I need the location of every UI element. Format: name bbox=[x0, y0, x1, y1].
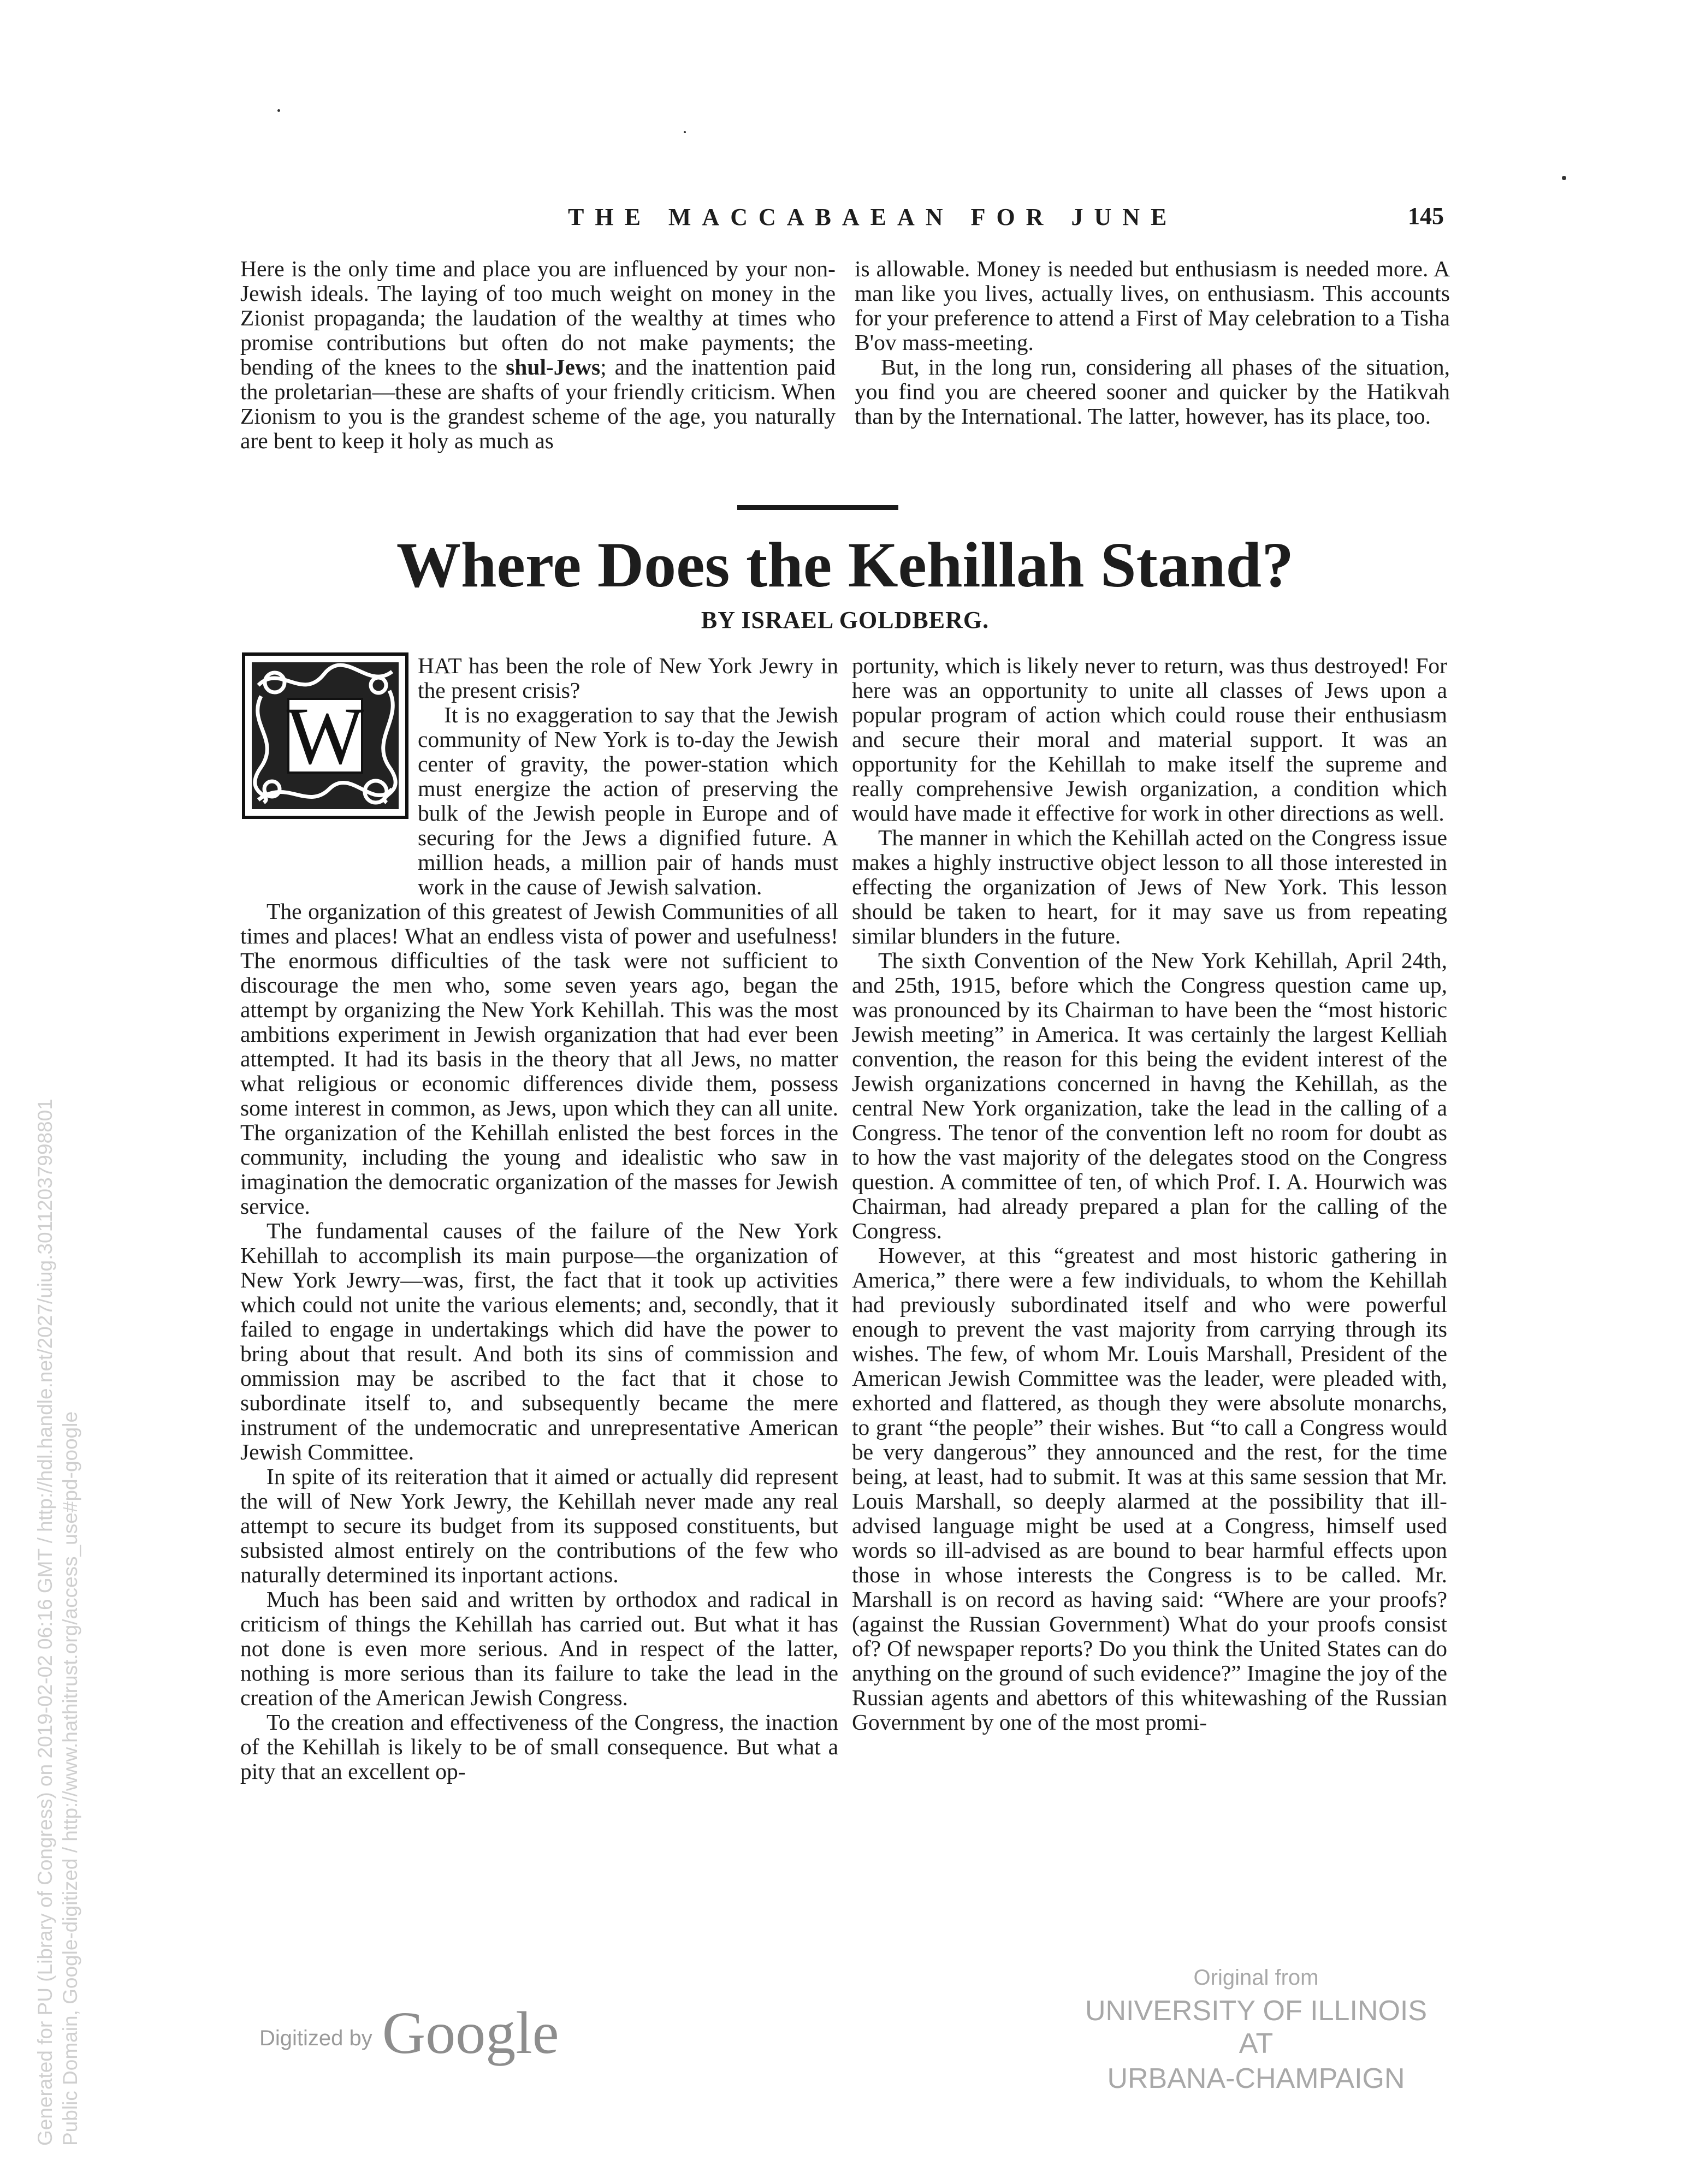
previous-article-paragraph: But, in the long run, considering all phases of the situation, you find you are cheered sooner and quicker by the Hatikvah than by the International. The latter, however, has its place, too. bbox=[855, 354, 1450, 429]
article-left-column bbox=[240, 654, 838, 1784]
section-divider-rule bbox=[737, 505, 898, 510]
page-number: 145 bbox=[1408, 203, 1444, 229]
article-paragraph: portunity, which is likely never to return, was thus destroyed! For here was an opportunity to unite all classes of Jews upon a popular program of action which could rouse their enthusiasm and secure their moral and material support. It was an opportunity for the Kehillah to make itself the supreme and really comprehensive Jewish organization, a condition which would have made it effective for work in other directions as well. bbox=[852, 653, 1447, 826]
article-paragraph: The organization of this greatest of Jewish Communities of all times and places! What an endless vista of power and usefulness! The enormous difficulties of the task were not sufficient to discourage the men who, some seven years ago, began the attempt by organizing the New York Kehillah. This was the most ambitions experiment in Jewish organization that had ever been attempted. It had its basis in the theory that all Jews, no matter what religious or economic differences divide them, possess some interest in common, as Jews, upon which they can all unite. The organization of the Kehillah enlisted the best forces in the community, including the young and idealistic who saw in imagination the democratic organization of the masses for Jewish service. bbox=[240, 899, 838, 1219]
running-head: THE MACCABAEAN FOR JUNE bbox=[568, 204, 1178, 230]
article-paragraph: Much has been said and written by orthodox and radical in criticism of things the Kehillah has carried out. But what it has not done is even more serious. And in respect of the latter, nothing is more serious than its failure to take the lead in the creation of the American Jewish Congress. bbox=[240, 1587, 838, 1710]
original-from-label: Original from bbox=[1193, 1966, 1319, 1990]
institution-name-line2: URBANA-CHAMPAIGN bbox=[1107, 2063, 1405, 2094]
article-title: Where Does the Kehillah Stand? bbox=[396, 529, 1294, 601]
previous-article-paragraph: is allowable. Money is needed but enthusiasm is needed more. A man like you lives, actually lives, on enthusiasm. This accounts for your preference to attend a First of May celebration to a Tisha B'ov mass-meeting. bbox=[855, 256, 1450, 355]
previous-article-right-column bbox=[855, 257, 1450, 429]
article-paragraph: However, at this “greatest and most historic gathering in America,” there were a few individuals, to whom the Kehillah had previously subordinated itself and who were powerful enough to prevent the vast majority from carrying through its wishes. The few, of whom Mr. Louis Marshall, President of the American Jewish Committee was the leader, were pleaded with, exhorted and flattered, as though they were absolute monarchs, to grant “the people” their wishes. But “to call a Congress would be very dangerous” they announced and the rest, for the time being, at least, had to submit. It was at this same session that Mr. Louis Marshall, so deeply alarmed at the possibility that ill-advised language might be used at a Congress, himself used words so ill-advised as are bound to bear harmful effects upon those in whose interests the Congress is to be called. Mr. Marshall is on record as having said: “Where are your proofs? (against the Russian Government) What do your proofs consist of? Of newspaper reports? Do you think the United States can do anything on the ground of such evidence?” Imagine the joy of the Russian agents and abettors of this whitewashing of the Russian Government by one of the most promi- bbox=[852, 1243, 1447, 1735]
scan-speck bbox=[684, 131, 686, 133]
watermark-line: Public Domain, Google-digitized / http://www.hathitrust.org/access_use#pd-google bbox=[59, 1411, 81, 2146]
institution-name-line1: UNIVERSITY OF ILLINOIS AT bbox=[1085, 1995, 1428, 2060]
scan-speck bbox=[1562, 176, 1566, 180]
article-paragraph: HAT has been the role of New York Jewry in the present crisis? bbox=[418, 653, 838, 703]
article-paragraph: To the creation and effectiveness of the Congress, the inaction of the Kehillah is likely to be of small consequence. But what a pity that an excellent op- bbox=[240, 1710, 838, 1784]
google-logo: Google bbox=[382, 1999, 559, 2066]
article-paragraph: It is no exaggeration to say that the Jewish community of New York is to-day the Jewish center of gravity, the power-station which must energize the action of preserving the bulk of the Jewish people in Europe and of securing for the Jews a dignified future. A million heads, a million pair of hands must work in the cause of Jewish salvation. bbox=[418, 702, 838, 899]
article-right-column bbox=[852, 654, 1447, 1735]
drop-cap-letter: W bbox=[286, 690, 364, 781]
scan-speck bbox=[277, 109, 280, 112]
emphasized-term: shul-Jews bbox=[506, 354, 601, 379]
article-paragraph: The sixth Convention of the New York Kehillah, April 24th, and 25th, 1915, before which the Congress question came up, was pronounced by its Chairman to have been the “most historic Jewish meeting” in America. It was certainly the largest Kelliah convention, the reason for this being the evident interest of the Jewish organizations concerned in havng the Kehillah, as the central New York organization, take the lead in the calling of a Congress. The tenor of the convention left no room for doubt as to how the vast majority of the delegates stood on the Congress question. A committee of ten, of which Prof. I. A. Hourwich was Chairman, had already prepared a plan for the calling of the Congress. bbox=[852, 948, 1447, 1243]
digitized-by-label: Digitized by bbox=[259, 2026, 372, 2050]
article-paragraph: The fundamental causes of the failure of the New York Kehillah to accomplish its main purpose—the organization of New York Jewry—was, first, the fact that it took up activities which could not unite the various elements; and, secondly, that it failed to engage in undertakings which did have the power to bring about that result. And both its sins of commission and ommission may be ascribed to the fact that it chose to subordinate itself to, and subsequently became the mere instrument of the undemocratic and unrepresentative American Jewish Committee. bbox=[240, 1218, 838, 1464]
original-source-mark bbox=[1065, 1966, 1447, 2095]
article-paragraph: The manner in which the Kehillah acted on the Congress issue makes a highly instructive object lesson to all those interested in effecting the organization of Jews of New York. This lesson should be taken to heart, for it may save us from repeating similar blunders in the future. bbox=[852, 825, 1447, 948]
watermark-line: Generated for PU (Library of Congress) on 2019-02-02 06:16 GMT / http://hdl.handle.net/2027/uiug.30112037998801 bbox=[34, 1099, 56, 2146]
previous-article-left-column bbox=[240, 257, 836, 453]
article-byline: BY ISRAEL GOLDBERG. bbox=[701, 607, 990, 633]
google-digitized-mark bbox=[259, 1998, 559, 2068]
hathitrust-watermark bbox=[33, 1099, 83, 2146]
article-paragraph: In spite of its reiteration that it aimed or actually did represent the will of New York Jewry, the Kehillah never made any real attempt to secure its budget from its supposed constituents, but subsisted almost entirely on the contributions of the few who naturally determined its inportant actions. bbox=[240, 1464, 838, 1587]
previous-article-paragraph: Here is the only time and place you are influenced by your non-Jewish ideals. The laying of too much weight on money in the Zionist propaganda; the laudation of the wealthy at times who promise contributions but often do not make payments; the bending of the knees to the shul-Jews; and the inattention paid the proletarian—these are shafts of your friendly criticism. When Zionism to you is the grandest scheme of the age, you naturally are bent to keep it holy as much as bbox=[240, 256, 836, 453]
